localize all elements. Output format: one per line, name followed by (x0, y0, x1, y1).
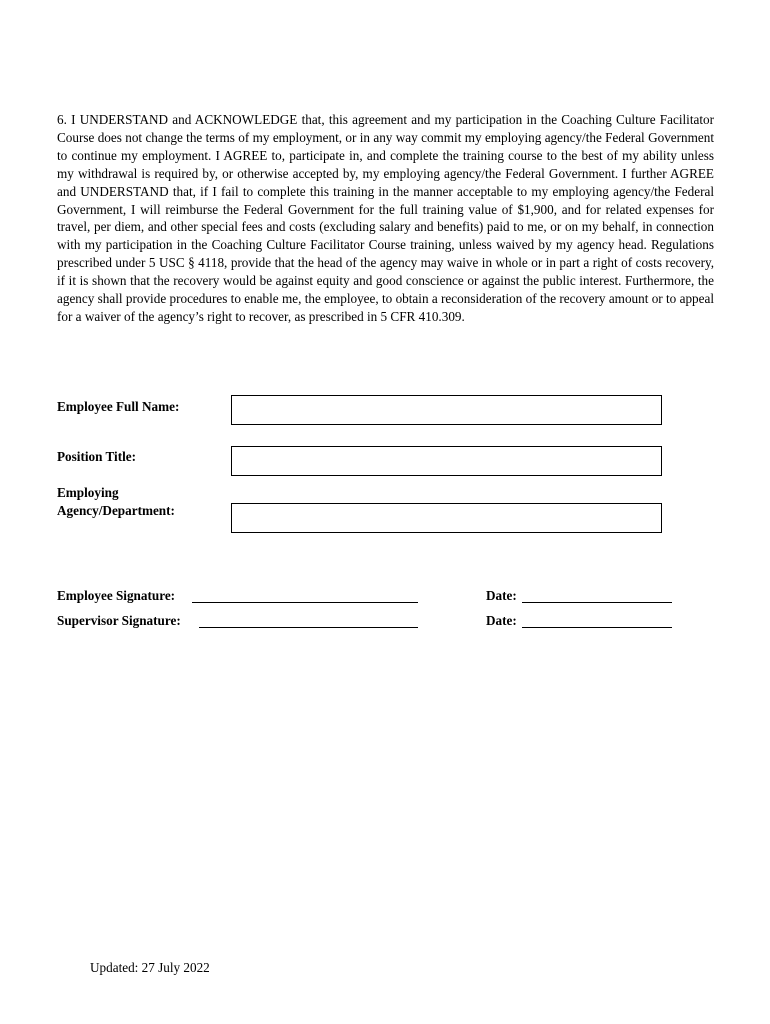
position-title-label: Position Title: (57, 449, 137, 464)
agency-label-line2: Agency/Department: (57, 503, 175, 518)
supervisor-signature-line[interactable] (199, 627, 418, 628)
employee-signature-line[interactable] (192, 602, 418, 603)
supervisor-signature-label: Supervisor Signature: (57, 613, 181, 628)
position-title-field[interactable] (231, 446, 662, 476)
supervisor-date-label: Date: (486, 613, 517, 628)
supervisor-date-line[interactable] (522, 627, 672, 628)
employee-name-field[interactable] (231, 395, 662, 425)
updated-date: Updated: 27 July 2022 (90, 960, 210, 975)
employee-signature-label: Employee Signature: (57, 588, 176, 603)
employee-date-label: Date: (486, 588, 517, 603)
agency-field[interactable] (231, 503, 662, 533)
employee-name-label: Employee Full Name: (57, 399, 180, 414)
agency-label-line1: Employing (57, 485, 119, 500)
employee-date-line[interactable] (522, 602, 672, 603)
agreement-paragraph: 6. I UNDERSTAND and ACKNOWLEDGE that, this agreement and my participation in the Coaching Culture Facilitator Course does not change the terms of my employment, or in any way commit my employing agency/the Federal Government to continue my employment. I AGREE to, participate in, and complete the training course to the best of my ability unless my withdrawal is required by, or otherwise accepted by, my employing agency/the Federal Government. I further AGREE and UNDERSTAND that, if I fail to complete this training in the manner acceptable to my employing agency/the Federal Government, I will reimburse the Federal Government for the full training value of $1,900, and for related expenses for travel, per diem, and other special fees and costs (excluding salary and benefits) paid to me, or on my behalf, in connection with my participation in the Coaching Culture Facilitator Course training, unless waived by my agency head. Regulations prescribed under 5 USC § 4118, provide that the head of the agency may waive in whole or in part a right of costs recovery, if it is shown that the recovery would be against equity and good conscience or against the public interest. Furthermore, the agency shall provide procedures to enable me, the employee, to obtain a reconsideration of the recovery amount or to appeal for a waiver of the agency’s right to recover, as prescribed in 5 CFR 410.309. (57, 112, 714, 324)
